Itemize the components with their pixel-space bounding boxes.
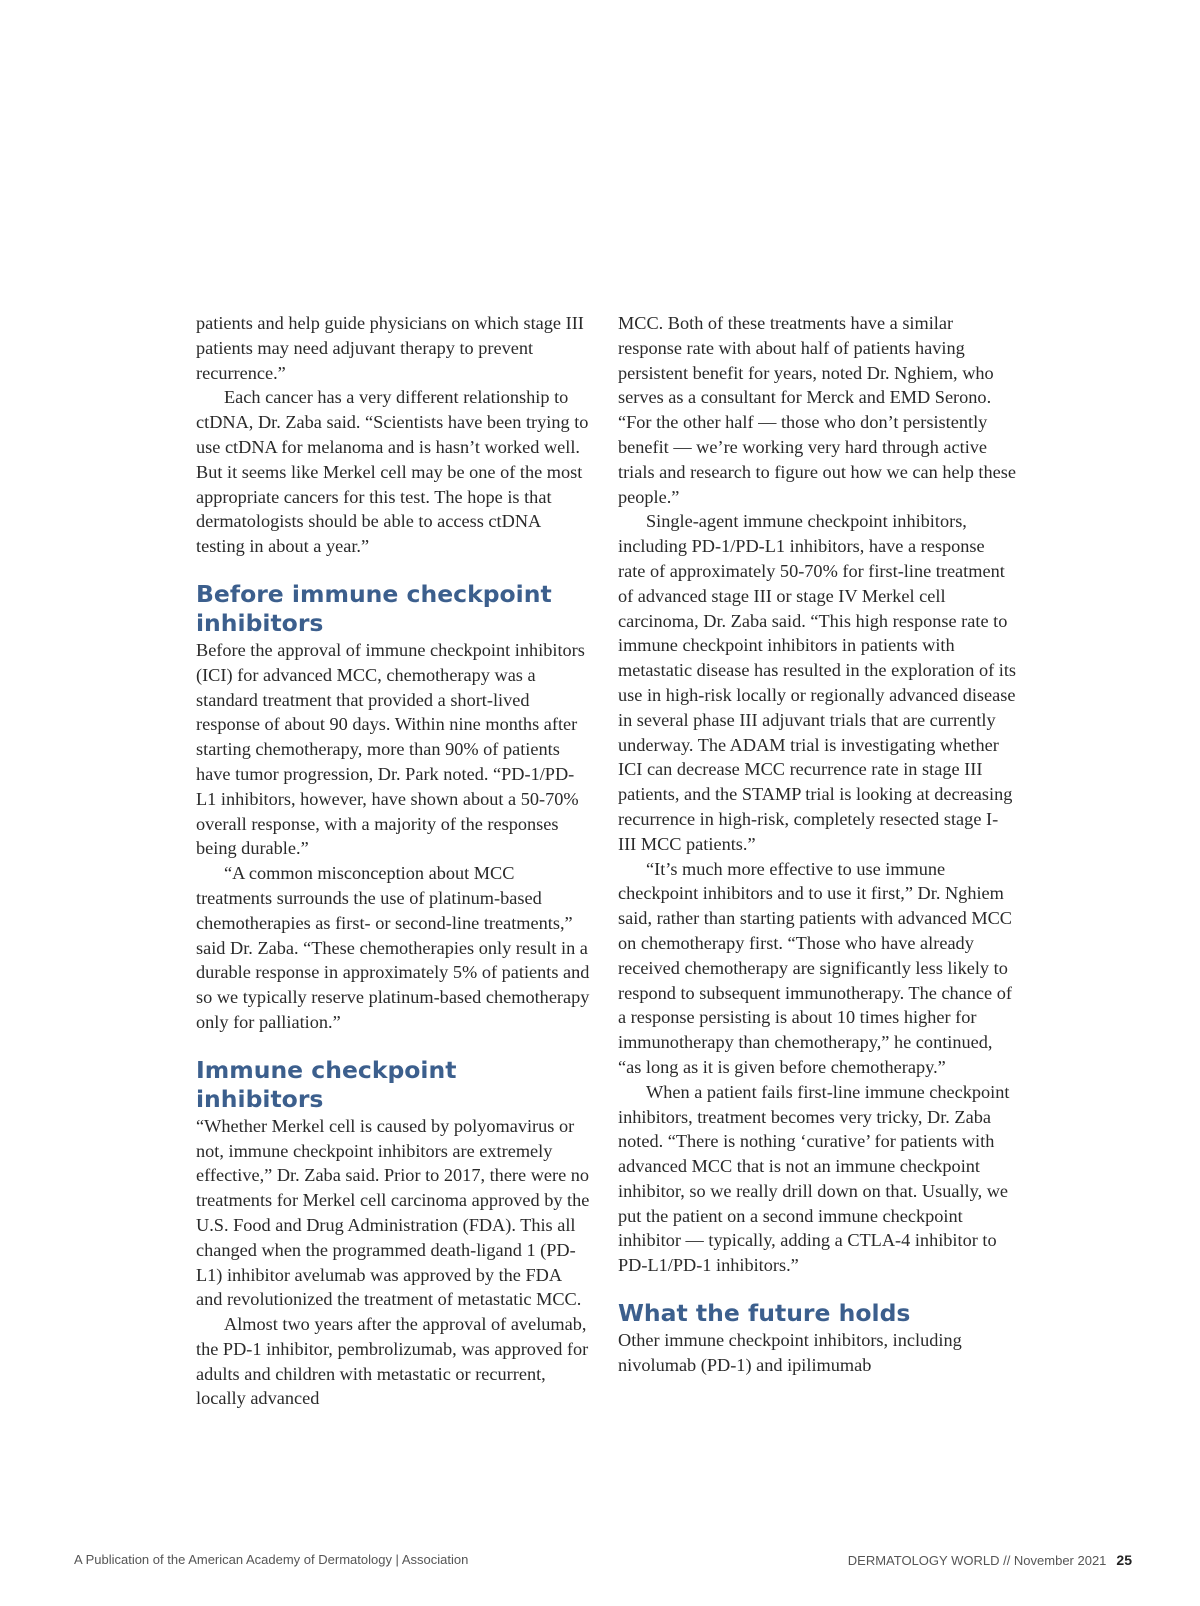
body-paragraph: “Whether Merkel cell is caused by polyomavirus or not, immune checkpoint inhibitors are extremely effective,” Dr. Zaba said. Prior to 2017, there were no treatments for Merkel cell carcinoma approved by the U.S. Food and Drug Administration (FDA). This all changed when the programmed death-ligand 1 (PD-L1) inhibitor avelumab was approved by the FDA and revolutionized the treatment of metastatic MCC. — [196, 1115, 590, 1310]
footer-issue — [848, 1552, 1132, 1568]
body-paragraph: Single-agent immune checkpoint inhibitors, including PD-1/PD-L1 inhibitors, have a response rate of approximately 50-70% for first-line treatment of advanced stage III or stage IV Merkel cell carcinoma, Dr. Zaba said. “This high response rate to immune checkpoint inhibitors in patients with metastatic disease has resulted in the exploration of its use in high-risk locally or regionally advanced disease in several phase III adjuvant trials that are currently underway. The ADAM trial is investigating whether ICI can decrease MCC recurrence rate in stage III patients, and the STAMP trial is looking at decreasing recurrence in high-risk, completely resected stage I-III MCC patients.” — [618, 511, 1017, 854]
body-paragraph: When a patient fails first-line immune checkpoint inhibitors, treatment becomes very tricky, Dr. Zaba noted. “There is nothing ‘curative’ for patients with advanced MCC that is not an immune checkpoint inhibitor, so we really drill down on that. Usually, we put the patient on a second immune checkpoint inhibitor — typically, adding a CTLA-4 inhibitor to PD-L1/PD-1 inhibitors.” — [618, 1081, 1010, 1276]
right-column — [618, 311, 1016, 1378]
body-paragraph: MCC. Both of these treatments have a similar response rate with about half of patients having persistent benefit for years, noted Dr. Nghiem, who serves as a consultant for Merck and EMD Serono. “For the other half — those who don’t persistently benefit — we’re working very hard through active trials and research to figure out how we can help these people.” — [618, 313, 1016, 507]
body-paragraph: patients and help guide physicians on which stage III patients may need adjuvant therapy to prevent recurrence.” — [196, 313, 584, 383]
body-paragraph: “It’s much more effective to use immune checkpoint inhibitors and to use it first,” Dr. Nghiem said, rather than starting patients with advanced MCC on chemotherapy first. “Those who have already received chemotherapy are significantly less likely to respond to subsequent immunotherapy. The chance of a response persisting is about 10 times higher for immunotherapy than chemotherapy,” he continued, “as long as it is given before chemotherapy.” — [618, 858, 1012, 1077]
body-paragraph: Each cancer has a very different relationship to ctDNA, Dr. Zaba said. “Scientists have been trying to use ctDNA for melanoma and is hasn’t worked well. But it seems like Merkel cell may be one of the most appropriate cancers for this test. The hope is that dermatologists should be able to access ctDNA testing in about a year.” — [196, 387, 589, 557]
body-paragraph: Other immune checkpoint inhibitors, including nivolumab (PD-1) and ipilimumab — [618, 1330, 962, 1375]
body-paragraph: Before the approval of immune checkpoint inhibitors (ICI) for advanced MCC, chemotherapy was a standard treatment that provided a short-lived response of about 90 days. Within nine months after starting chemotherapy, more than 90% of patients have tumor progression, Dr. Park noted. “PD-1/PD-L1 inhibitors, however, have shown about a 50-70% overall response, with a majority of the responses being durable.” — [196, 639, 585, 859]
body-paragraph: Almost two years after the approval of avelumab, the PD-1 inhibitor, pembrolizumab, was approved for adults and children with metastatic or recurrent, locally advanced — [196, 1314, 589, 1409]
section-heading: Before immune checkpoint inhibitors — [196, 579, 552, 637]
page-number: 25 — [1116, 1552, 1132, 1568]
body-paragraph: “A common misconception about MCC treatments surrounds the use of platinum-based chemotherapies as first- or second-line treatments,” said Dr. Zaba. “These chemotherapies only result in a durable response in approximately 5% of patients and so we typically reserve platinum-based chemotherapy only for palliation.” — [196, 863, 590, 1032]
footer-publication: A Publication of the American Academy of Dermatology | Association — [74, 1552, 469, 1567]
section-heading: Immune checkpoint inhibitors — [196, 1055, 457, 1113]
footer-magazine-date: DERMATOLOGY WORLD // November 2021 — [847, 1553, 1107, 1568]
section-heading: What the future holds — [618, 1299, 911, 1328]
left-column — [196, 311, 591, 1411]
